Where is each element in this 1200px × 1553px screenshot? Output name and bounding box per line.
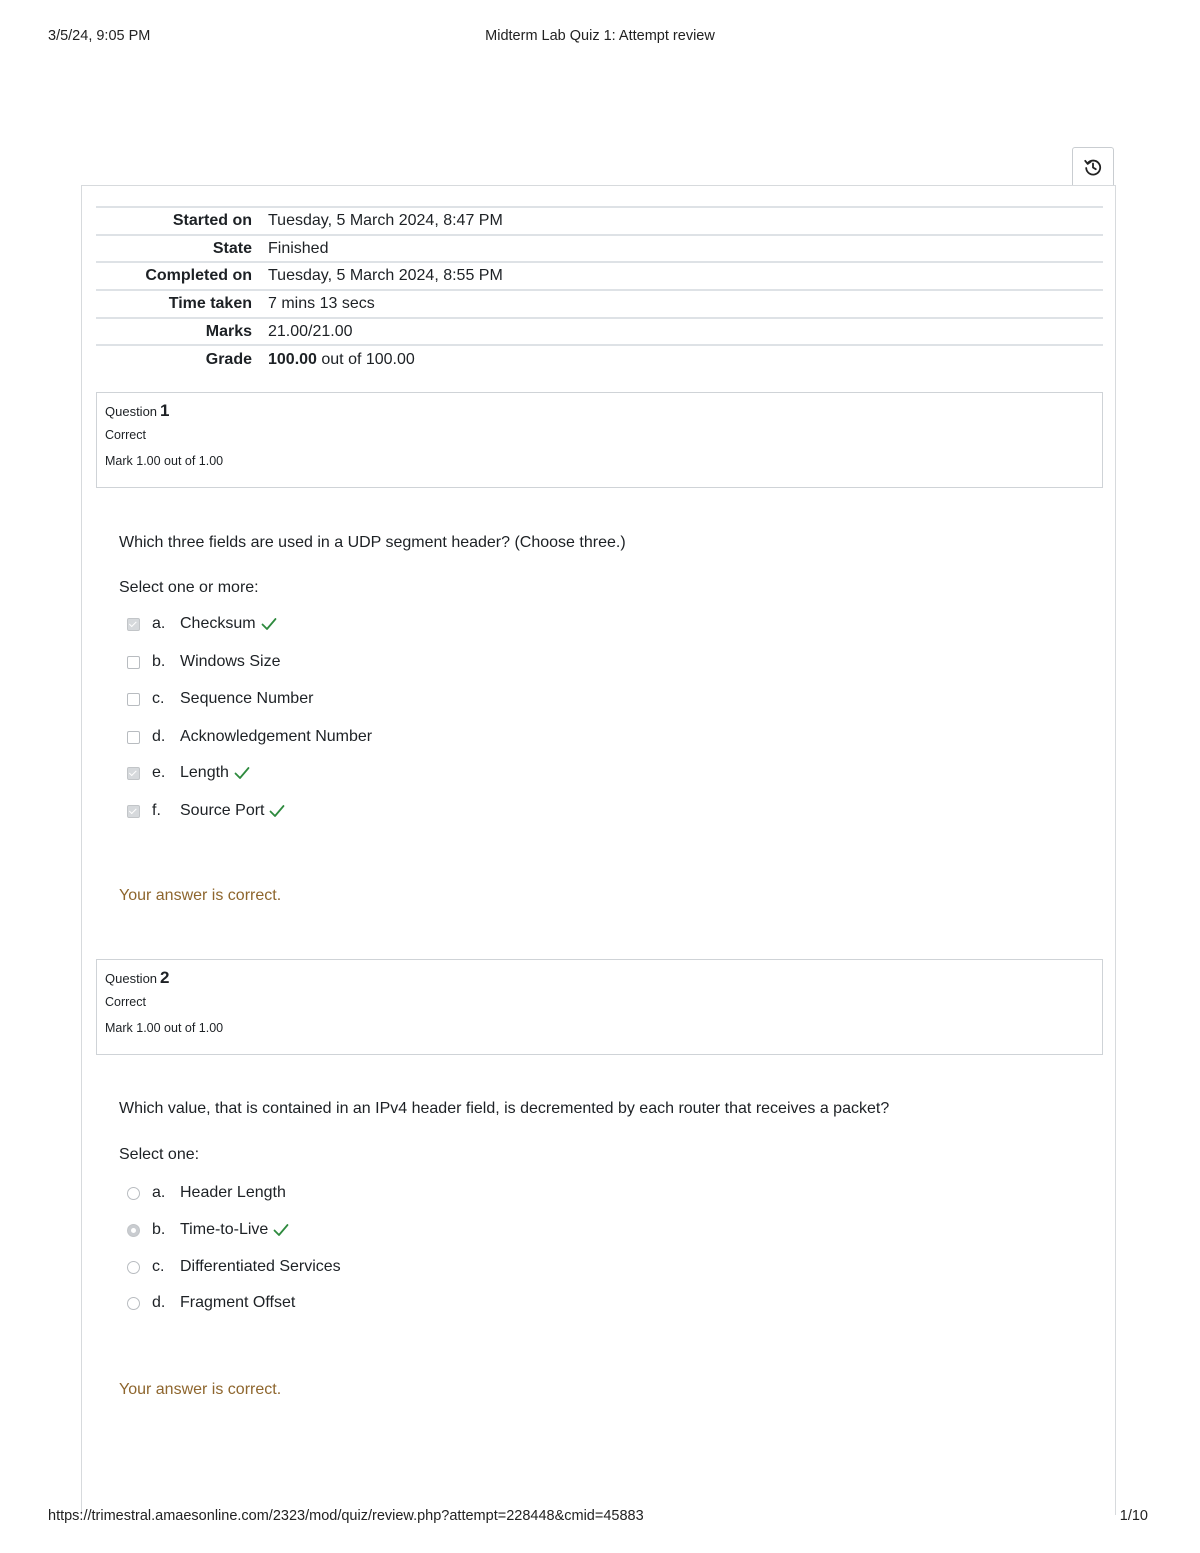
summary-label: Grade xyxy=(205,350,252,368)
question-number-value: 1 xyxy=(160,401,170,420)
print-title: Midterm Lab Quiz 1: Attempt review xyxy=(485,28,715,44)
print-datetime: 3/5/24, 9:05 PM xyxy=(48,28,151,44)
question-number xyxy=(105,401,1094,421)
summary-row xyxy=(96,207,1103,235)
option-text: Sequence Number xyxy=(180,690,314,707)
summary-value: Tuesday, 5 March 2024, 8:55 PM xyxy=(268,267,503,285)
option-letter: f. xyxy=(152,802,161,819)
question-label: Question xyxy=(105,404,158,419)
question-label: Question xyxy=(105,971,158,986)
print-footer xyxy=(48,1508,1148,1528)
option-text: Acknowledgement Number xyxy=(180,728,373,745)
question-2-feedback: Your answer is correct. xyxy=(119,1381,282,1398)
question-state: Correct xyxy=(105,995,146,1009)
option-text: Source Port xyxy=(180,802,265,819)
answer-option[interactable] xyxy=(127,800,285,822)
answer-option[interactable] xyxy=(127,651,280,673)
question-2-info xyxy=(96,959,1103,1055)
print-header xyxy=(48,28,1152,48)
question-grade: Mark 1.00 out of 1.00 xyxy=(105,1021,224,1035)
radio-button[interactable] xyxy=(127,1187,140,1200)
check-icon xyxy=(261,617,277,631)
summary-row xyxy=(96,318,1103,346)
history-icon xyxy=(1083,157,1103,177)
attempt-review-region xyxy=(81,185,1116,1515)
option-text: Differentiated Services xyxy=(180,1258,341,1275)
question-2-text: Which value, that is contained in an IPv4 header field, is decremented by each router that receives a packet? xyxy=(119,1100,890,1117)
checkbox[interactable] xyxy=(127,693,140,706)
grade-out-of: out of 100.00 xyxy=(316,350,415,368)
answer-option[interactable] xyxy=(127,1256,341,1278)
checkbox[interactable] xyxy=(127,805,140,818)
option-letter: a. xyxy=(152,615,166,632)
check-icon xyxy=(273,1223,289,1237)
answer-option[interactable] xyxy=(127,688,313,710)
option-letter: b. xyxy=(152,653,166,670)
question-1-info xyxy=(96,392,1103,488)
question-number xyxy=(105,968,1094,988)
radio-button[interactable] xyxy=(127,1261,140,1274)
answer-option[interactable] xyxy=(127,1219,289,1241)
question-number-value: 2 xyxy=(160,968,170,987)
question-2-prompt: Select one: xyxy=(119,1146,200,1163)
option-letter: d. xyxy=(152,1294,166,1311)
option-text: Windows Size xyxy=(180,653,281,670)
grade-value: 100.00 xyxy=(268,350,317,368)
radio-button[interactable] xyxy=(127,1297,140,1310)
summary-label: State xyxy=(212,239,252,257)
summary-row xyxy=(96,262,1103,290)
summary-label: Marks xyxy=(205,322,252,340)
option-text: Length xyxy=(180,764,229,781)
option-letter: a. xyxy=(152,1184,166,1201)
answer-option[interactable] xyxy=(127,1182,286,1204)
question-1-prompt: Select one or more: xyxy=(119,579,259,596)
answer-option[interactable] xyxy=(127,762,250,784)
page-url: https://trimestral.amaesonline.com/2323/mod/quiz/review.php?attempt=228448&cmid=45883 xyxy=(48,1508,644,1524)
answer-option[interactable] xyxy=(127,613,277,635)
attempt-summary-table xyxy=(96,206,1103,373)
summary-value: Finished xyxy=(268,239,329,257)
option-letter: e. xyxy=(152,764,166,781)
question-state: Correct xyxy=(105,428,146,442)
answer-option[interactable] xyxy=(127,726,372,748)
summary-value: 7 mins 13 secs xyxy=(268,294,375,312)
summary-row xyxy=(96,235,1103,263)
checkbox[interactable] xyxy=(127,767,140,780)
check-icon xyxy=(269,804,285,818)
question-1-feedback: Your answer is correct. xyxy=(119,887,282,904)
question-1-text: Which three fields are used in a UDP segment header? (Choose three.) xyxy=(119,534,626,551)
check-icon xyxy=(234,766,250,780)
option-text: Checksum xyxy=(180,615,256,632)
option-text: Header Length xyxy=(180,1184,286,1201)
option-letter: b. xyxy=(152,1221,166,1238)
summary-row xyxy=(96,345,1103,373)
summary-value: 21.00/21.00 xyxy=(268,322,353,340)
summary-label: Started on xyxy=(172,211,252,229)
option-letter: c. xyxy=(152,1258,165,1275)
checkbox[interactable] xyxy=(127,618,140,631)
option-letter: d. xyxy=(152,728,166,745)
radio-button[interactable] xyxy=(127,1224,140,1237)
summary-value: Tuesday, 5 March 2024, 8:47 PM xyxy=(268,211,503,229)
option-text: Time-to-Live xyxy=(180,1221,269,1238)
checkbox[interactable] xyxy=(127,656,140,669)
option-text: Fragment Offset xyxy=(180,1294,296,1311)
checkbox[interactable] xyxy=(127,731,140,744)
page-number: 1/10 xyxy=(1119,1508,1148,1524)
option-letter: c. xyxy=(152,690,165,707)
answer-option[interactable] xyxy=(127,1292,295,1314)
summary-value xyxy=(268,345,1103,373)
summary-row xyxy=(96,290,1103,318)
summary-label: Completed on xyxy=(145,267,252,285)
question-grade: Mark 1.00 out of 1.00 xyxy=(105,454,224,468)
history-button[interactable] xyxy=(1072,147,1114,185)
summary-label: Time taken xyxy=(168,294,252,312)
